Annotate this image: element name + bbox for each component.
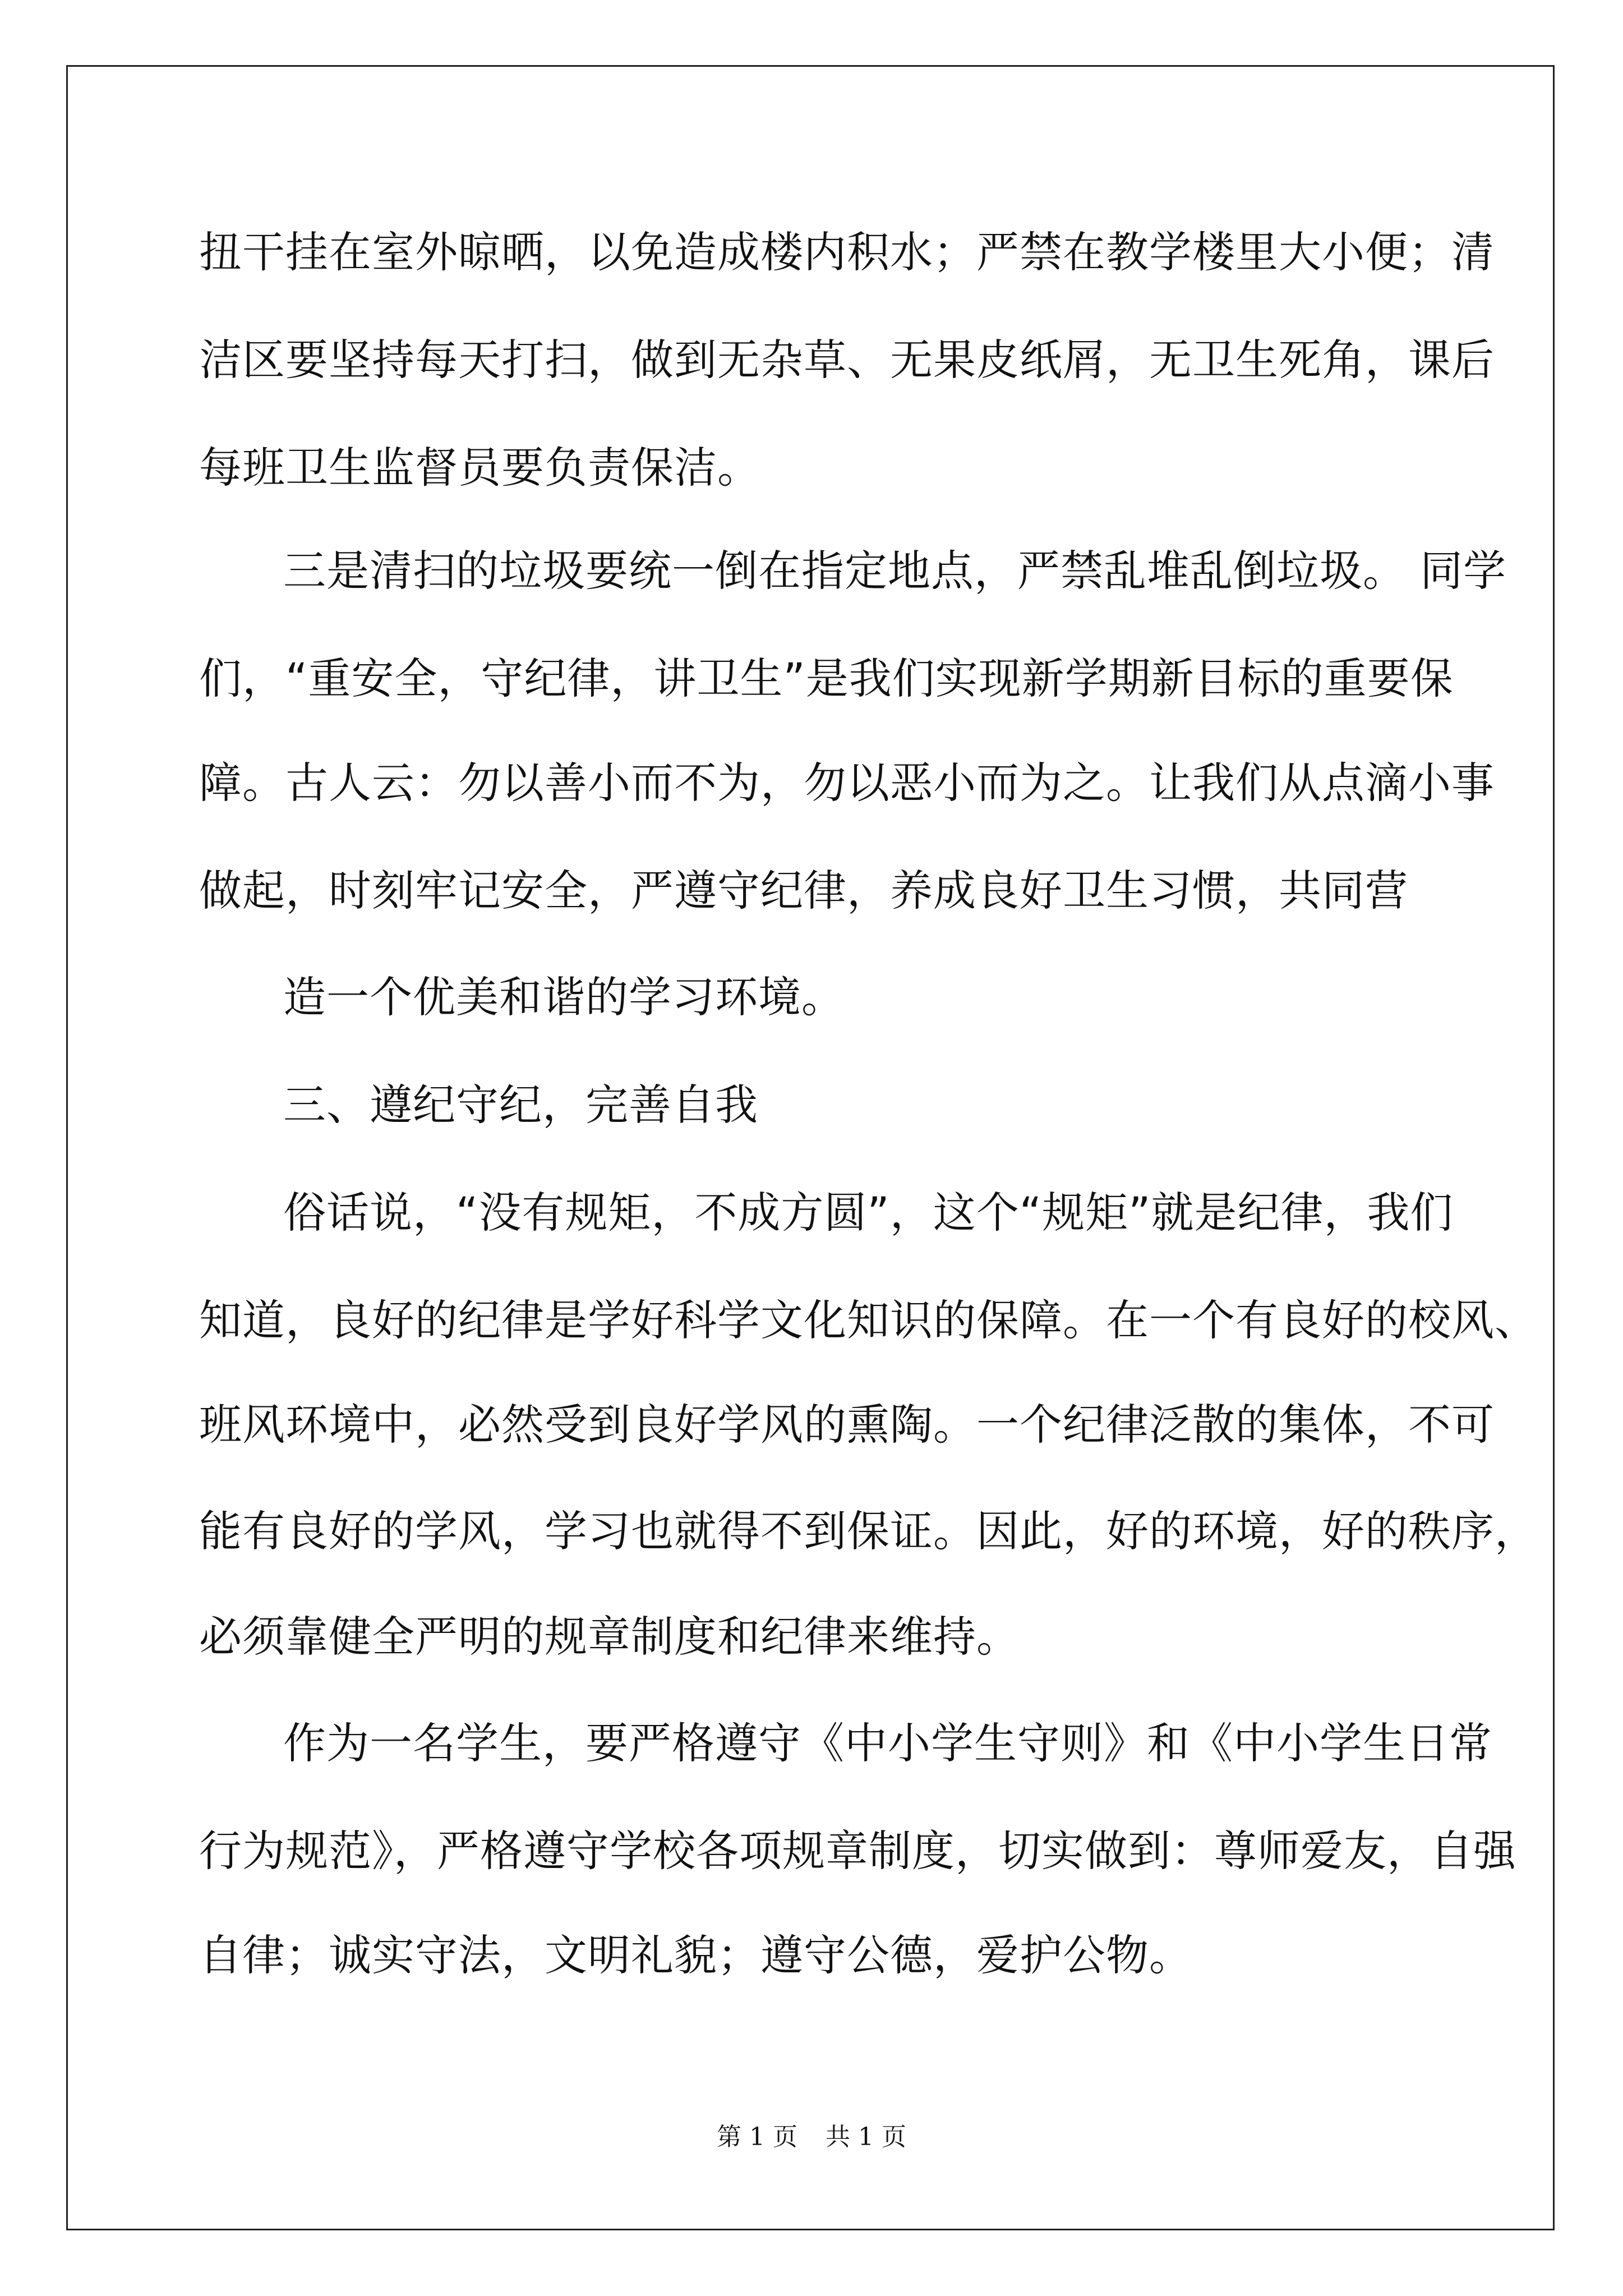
body-line-5: 们，“重安全，守纪律，讲卫生”是我们实现新学期新目标的重要保: [199, 654, 1454, 703]
body-line-15: 作为一名学生，要严格遵守《中小学生守则》和《中小学生日常: [283, 1718, 1492, 1768]
body-line-12: 班风环境中，必然受到良好学风的熏陶。一个纪律泛散的集体，不可: [199, 1400, 1495, 1450]
page-footer: [0, 2120, 1623, 2154]
body-line-17: 自律；诚实守法，文明礼貌；遵守公德，爱护公物。: [199, 1930, 1192, 1980]
page-number: 第 1 页: [717, 2123, 797, 2151]
page-total: 共 1 页: [826, 2123, 906, 2151]
body-line-6: 障。古人云：勿以善小而不为，勿以恶小而为之。让我们从点滴小事: [199, 758, 1495, 808]
body-line-14: 必须靠健全严明的规章制度和纪律来维持。: [199, 1612, 1020, 1662]
section-heading: 三、遵纪守纪，完善自我: [283, 1080, 758, 1130]
page-border: [66, 65, 1555, 2230]
body-line-8: 造一个优美和谐的学习环境。: [283, 972, 845, 1022]
body-line-7: 做起，时刻牢记安全，严遵守纪律，养成良好卫生习惯，共同营: [199, 866, 1408, 915]
body-line-3: 每班卫生监督员要负责保洁。: [199, 443, 760, 493]
body-line-16: 行为规范》，严格遵守学校各项规章制度，切实做到：尊师爱友，自强: [199, 1826, 1516, 1876]
body-line-13: 能有良好的学风，学习也就得不到保证。因此，好的环境，好的秩序，: [199, 1506, 1538, 1556]
body-line-1: 扭干挂在室外晾晒，以免造成楼内积水；严禁在教学楼里大小便；清: [199, 227, 1495, 277]
body-line-11: 知道，良好的纪律是学好科学文化知识的保障。在一个有良好的校风、: [199, 1295, 1538, 1345]
body-line-4: 三是清扫的垃圾要统一倒在指定地点，严禁乱堆乱倒垃圾。 同学: [283, 546, 1507, 596]
body-line-2: 洁区要坚持每天打扫，做到无杂草、无果皮纸屑，无卫生死角，课后: [199, 335, 1495, 385]
body-line-10: 俗话说，“没有规矩，不成方圆”，这个“规矩”就是纪律，我们: [283, 1188, 1454, 1237]
